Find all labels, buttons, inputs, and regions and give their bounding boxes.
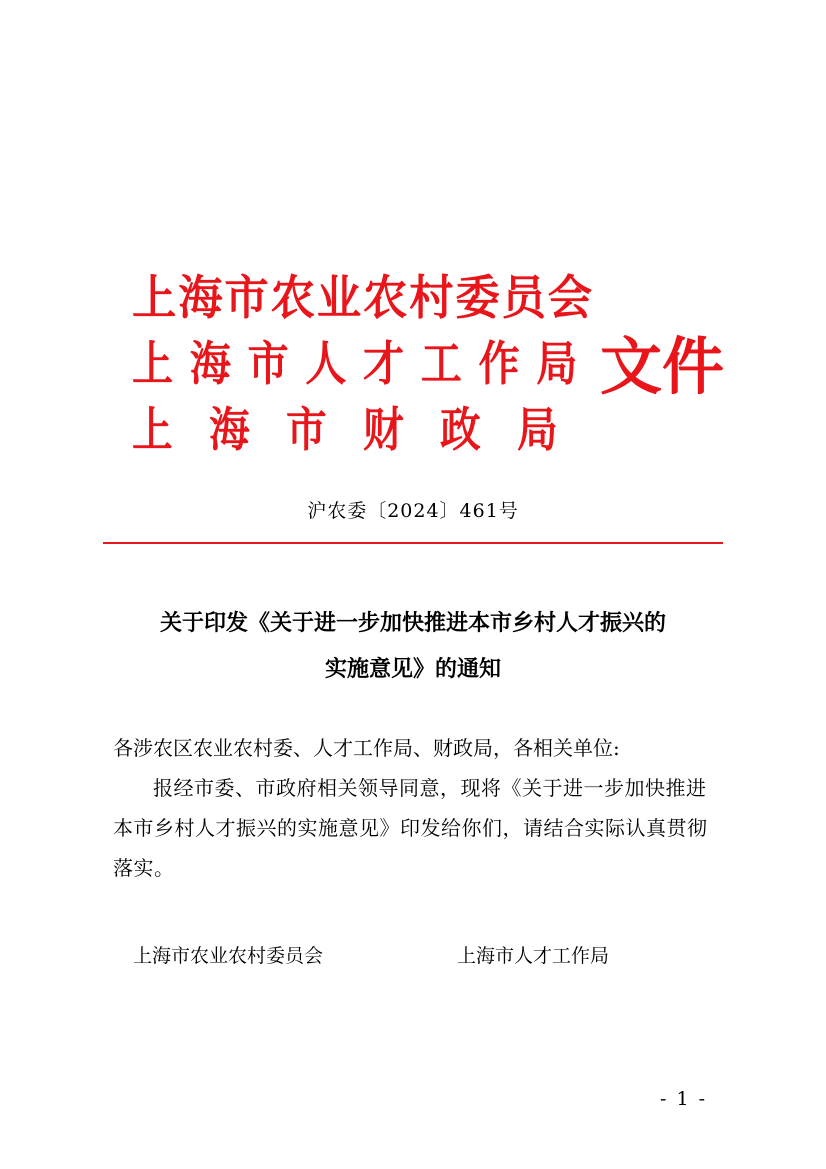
signature-agriculture-committee: 上海市农业农村委员会 xyxy=(133,945,324,967)
document-number: 沪农委〔2024〕461号 xyxy=(307,500,519,522)
issuer-name-talent: 上海市人才工作局 xyxy=(132,337,594,392)
body-paragraph: 报经市委、市政府相关领导同意，现将《关于进一步加快推进本市乡村人才振兴的实施意见》印发给你们，请结合实际认真贯彻落实。 xyxy=(113,776,708,880)
red-divider-line xyxy=(103,542,723,544)
document-title xyxy=(103,600,723,692)
issuer-name-agriculture: 上海市农业农村委员会 xyxy=(132,271,594,326)
document-masthead xyxy=(132,268,725,468)
page-number: - 1 - xyxy=(660,1088,708,1110)
document-type-label: 文件 xyxy=(600,330,725,403)
salutation: 各涉农区农业农村委、人才工作局、财政局，各相关单位: xyxy=(113,736,620,760)
document-title-line-1: 关于印发《关于进一步加快推进本市乡村人才振兴的 xyxy=(159,610,666,636)
issuer-name-finance: 上海市财政局 xyxy=(132,403,594,458)
signature-talent-bureau: 上海市人才工作局 xyxy=(457,945,610,967)
document-title-line-2: 实施意见》的通知 xyxy=(324,656,501,682)
